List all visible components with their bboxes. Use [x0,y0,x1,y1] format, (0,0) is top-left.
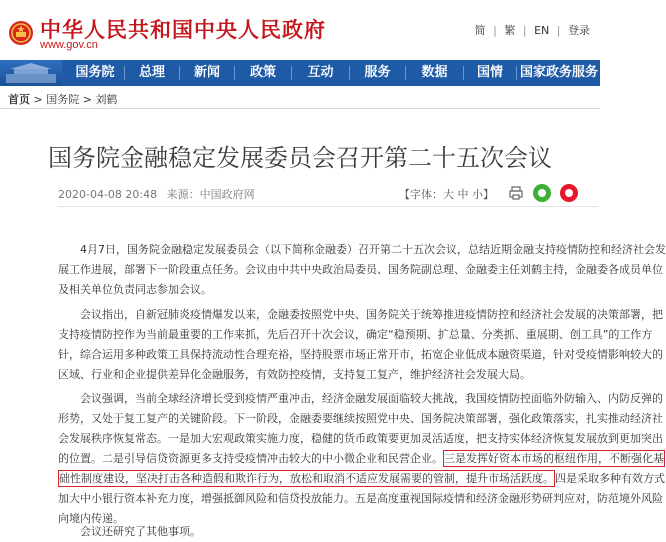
article-source: 来源：中国政府网 [166,188,255,201]
font-size-medium-button[interactable]: 中 [457,188,469,201]
text-line: 向境内传递。 [58,512,124,525]
text-line: 及相关单位负责同志参加会议。 [58,283,212,296]
highlighted-text: 础性制度建设，坚决打击各种造假和欺诈行为，放松和取消不适应发展需要的管制，提升市场活跃度。 [59,472,554,485]
breadcrumb-separator: > [30,93,47,106]
nav-item-national-conditions[interactable]: 国情 [476,65,503,80]
paragraph-4 [58,522,598,542]
publish-date: 2020-04-08 20:48 [58,188,158,201]
text-line: 针，综合运用多种政策工具保持流动性合理充裕，坚持股票市场正常开市，拓宽企业低成本融资渠道，针对受疫情影响较大的 [58,348,663,361]
site-title[interactable]: 中华人民共和国中央人民政府 [40,18,326,42]
nav-item-premier[interactable]: 总理 [138,65,165,80]
nav-item-gov-services[interactable]: 国家政务服务 [519,65,598,80]
text-line [58,449,664,469]
link-traditional[interactable]: 繁 [504,24,516,37]
link-separator: | [522,24,527,37]
wechat-share-icon[interactable] [533,184,551,202]
national-emblem-icon[interactable] [8,20,34,46]
text-segment: 四是采取多种有效方式 [555,472,665,485]
breadcrumb-home[interactable]: 首页 [8,93,30,106]
nav-divider [516,66,517,80]
nav-item-news[interactable]: 新闻 [193,65,220,80]
font-size-small-button[interactable]: 小 [472,188,483,201]
meta-divider [58,206,598,207]
share-bar [508,182,578,202]
breadcrumb-divider [0,108,600,109]
text-line: 会议强调，当前全球经济增长受到疫情严重冲击，经济金融发展面临较大挑战，我国疫情防控面临外防输入、内防反弹的 [80,392,663,405]
paragraph-2 [58,305,663,385]
nav-item-data[interactable]: 数据 [421,65,448,80]
breadcrumb-section[interactable]: 国务院 [46,93,80,106]
text-line: 形势，又处于复工复产的关键阶段。下一阶段，金融委要继续按照党中央、国务院决策部署，强化政策落实，扎实推动经济社 [58,412,663,425]
tiananmen-icon [0,60,62,86]
paragraph-3 [58,389,665,529]
nav-banner-image [0,60,62,86]
text-line: 区域、行业和企业提供差异化金融服务，有效防控疫情，支持复工复产，维护经济社会发展大局。 [58,368,531,381]
print-icon[interactable] [508,185,524,201]
weibo-share-icon[interactable] [560,184,578,202]
breadcrumb [8,91,117,107]
link-separator: | [556,24,561,37]
nav-item-interaction[interactable]: 互动 [307,65,334,80]
text-line [58,469,665,489]
main-nav [0,60,600,86]
link-login[interactable]: 登录 [568,24,590,37]
text-segment: 的位置。二是引导信贷资源更多支持受疫情冲击较大的中小微企业和民营企业。 [58,452,443,465]
link-separator: | [493,24,497,37]
top-links [473,22,592,38]
text-line: 展工作进展，部署下一阶段重点任务。会议由中共中央政治局委员、国务院副总理、金融委主任刘鹤主持，金融委各成员单位 [58,263,663,276]
text-line: 加大中小银行资本补充力度，增强抵御风险和信贷投放能力。五是高度重视国际疫情和经济金融形势研判应对，防范境外风险 [58,492,663,505]
nav-item-state-council[interactable]: 国务院 [75,65,115,80]
font-size-large-button[interactable]: 大 [443,188,454,201]
font-size-controls [399,186,494,202]
breadcrumb-separator: > [79,93,96,106]
text-line: 4月7日，国务院金融稳定发展委员会（以下简称金融委）召开第二十五次会议，总结近期金融支持疫情防控和经济社会发 [80,243,666,256]
link-english[interactable]: EN [534,24,550,37]
nav-item-policy[interactable]: 政策 [249,65,276,80]
nav-item-services[interactable]: 服务 [364,65,391,80]
text-line: 会发展秩序恢复常态。一是加大宏观政策实施力度，稳健的货币政策要更加灵活适度，把支持实体经济恢复发展放到更加突出 [58,432,663,445]
text-line: 支持疫情防控作为当前最重要的工作来抓，先后召开十次会议，确定“稳预期、扩总量、分类抓、重展期、创工具”的工作方 [58,328,653,341]
font-size-label-end: 】 [483,188,494,201]
article-title: 国务院金融稳定发展委员会召开第二十五次会议 [48,144,552,172]
site-url[interactable]: www.gov.cn [40,39,98,51]
text-line: 会议指出，自新冠肺炎疫情爆发以来，金融委按照党中央、国务院关于统筹推进疫情防控和经济社会发展的决策部署，把 [80,308,663,321]
paragraph-1 [58,240,666,300]
highlighted-text: 三是发挥好资本市场的枢纽作用，不断强化基 [444,452,664,465]
site-header [0,0,600,60]
font-size-label: 【字体： [399,188,443,201]
breadcrumb-current[interactable]: 刘鹤 [95,93,118,106]
link-simplified[interactable]: 简 [474,24,486,37]
text-line: 会议还研究了其他事项。 [80,525,201,538]
article-meta [58,186,261,202]
